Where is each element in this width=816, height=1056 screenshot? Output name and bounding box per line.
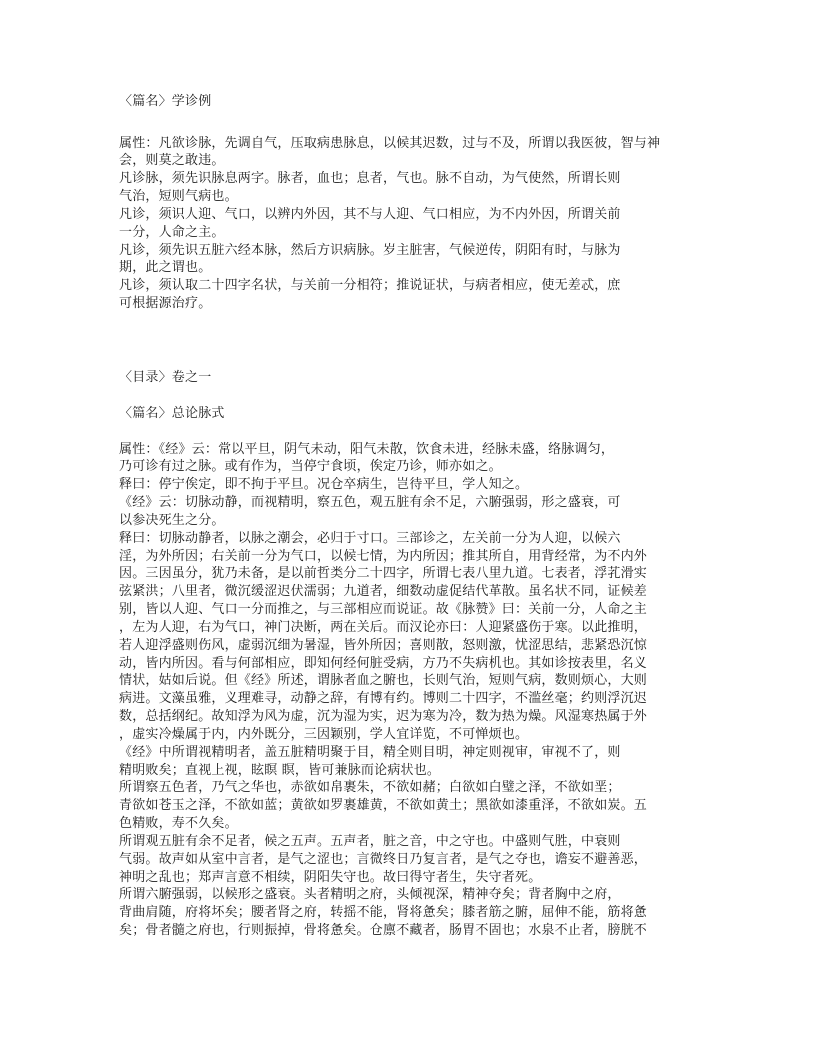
text-line: 一分，人命之主。: [119, 225, 225, 240]
text-line: 属性：《经》云：常以平旦，阴气未动，阳气未散，饮食未进，经脉未盛，络脉调匀，: [119, 442, 615, 457]
text-line: 所谓察五色者，乃气之华也，赤欲如帛裹朱，不欲如赭；白欲如白璧之泽，不欲如垩；: [119, 780, 621, 795]
text-line: 凡诊，须识人迎、气口，以辨内外因，其不与人迎、气口相应，为不内外因，所谓关前: [119, 207, 621, 222]
text-line: 精明败矣；直视上视，眩瞑 瞑，皆可兼脉而论病状也。: [119, 763, 441, 778]
text-line: 以参决死生之分。: [119, 513, 225, 528]
text-line: 背曲肩随，府将坏矣；腰者肾之府，转摇不能，肾将惫矣；膝者筋之腑，屈伸不能，筋将惫: [119, 905, 648, 920]
text-line: 会，则莫之敢违。: [119, 153, 225, 168]
text-line: 别，皆以人迎、气口一分而推之，与三部相应而说证。故《脉赞》曰：关前一分，人命之主: [119, 602, 648, 617]
catalog-heading: 〈目录〉卷之一: [119, 370, 212, 385]
text-line: 矣；骨者髓之府也，行则振掉，骨将惫矣。仓廪不藏者，肠胃不固也；水泉不止者，膀胱不: [119, 923, 648, 938]
text-line: 淫，为外所因；右关前一分为气口，以候七情，为内所因；推其所自，用背经常，为不内外: [119, 549, 648, 564]
text-line: 凡诊，须先识五脏六经本脉，然后方识病脉。岁主脏害，气候逆传，阴阳有时，与脉为: [119, 243, 621, 258]
text-line: 动，皆内所因。看与何部相应，即知何经何脏受病，方乃不失病机也。其如诊按表里，名义: [119, 656, 648, 671]
text-line: 数，总括纲纪。故知浮为风为虚，沉为湿为实，迟为寒为冷，数为热为燥。风湿寒热属于外: [119, 709, 648, 724]
text-line: 乃可诊有过之脉。或有作为，当停宁食顷，俟定乃诊，师亦如之。: [119, 459, 502, 474]
text-line: ，虚实冷燥属于内，内外既分，三因颖别，学人宜详览，不可惮烦也。: [119, 727, 529, 742]
section-heading: 〈篇名〉总论脉式: [119, 406, 225, 421]
text-line: 色精败，寿不久矣。: [119, 816, 238, 831]
text-line: 《经》中所谓视精明者，盖五脏精明聚于目，精全则目明，神定则视审，审视不了，则: [119, 745, 621, 760]
text-line: 若人迎浮盛则伤风，虚弱沉细为暑湿，皆外所因；喜则散，怒则激，忧涩思结，悲紧恐沉惊: [119, 638, 648, 653]
text-line: 凡诊脉，须先识脉息两字。脉者，血也；息者，气也。脉不自动，为气使然，所谓长则: [119, 171, 621, 186]
text-line: 青欲如苍玉之泽，不欲如蓝；黄欲如罗裹雄黄，不欲如黄土；黑欲如漆重泽，不欲如炭。五: [119, 798, 648, 813]
text-line: 神明之乱也；郑声言意不相续，阴阳失守也。故曰得守者生，失守者死。: [119, 870, 542, 885]
text-line: 病进。文藻虽雅，义理难寻，动静之辞，有博有约。博则二十四字，不滥丝毫；约则浮沉迟: [119, 691, 648, 706]
text-line: 弦紧洪；八里者，微沉缓涩迟伏濡弱；九道者，细数动虚促结代革散。虽名状不同，证候差: [119, 584, 648, 599]
text-line: 所谓观五脏有余不足者，候之五声。五声者，脏之音，中之守也。中盛则气胜，中衰则: [119, 834, 621, 849]
section-heading: 〈篇名〉学诊例: [119, 94, 212, 109]
text-line: 气弱。故声如从室中言者，是气之涩也；言微终日乃复言者，是气之夺也，谵妄不避善恶，: [119, 852, 648, 867]
text-line: 所谓六腑强弱，以候形之盛衰。头者精明之府，头倾视深，精神夺矣；背者胸中之府，: [119, 887, 621, 902]
text-line: 凡诊，须认取二十四字名状，与关前一分相符；推说证状，与病者相应，使无差忒，庶: [119, 278, 621, 293]
text-line: 因。三因虽分，犹乃未备，是以前哲类分二十四字，所谓七表八里九道。七表者，浮芤滑实: [119, 566, 648, 581]
text-line: 可根据源治疗。: [119, 296, 212, 311]
text-line: 情状，姑如后说。但《经》所述，谓脉者血之腑也，长则气治，短则气病，数则烦心，大则: [119, 673, 648, 688]
text-line: ，左为人迎，右为气口，神门决断，两在关后。而汉论亦曰：人迎紧盛伤于寒。以此推明，: [119, 620, 648, 635]
text-line: 《经》云：切脉动静，而视精明，察五色，观五脏有余不足，六腑强弱，形之盛衰，可: [119, 495, 621, 510]
text-line: 期，此之谓也。: [119, 260, 212, 275]
text-line: 属性：凡欲诊脉，先调自气，压取病患脉息，以候其迟数，过与不及，所谓以我医彼，智与神: [119, 136, 661, 151]
text-line: 气治，短则气病也。: [119, 189, 238, 204]
text-line: 释曰：切脉动静者，以脉之潮会，必归于寸口。三部诊之，左关前一分为人迎，以候六: [119, 531, 621, 546]
text-line: 释曰：停宁俟定，即不拘于平旦。况仓卒病生，岂待平旦，学人知之。: [119, 477, 529, 492]
